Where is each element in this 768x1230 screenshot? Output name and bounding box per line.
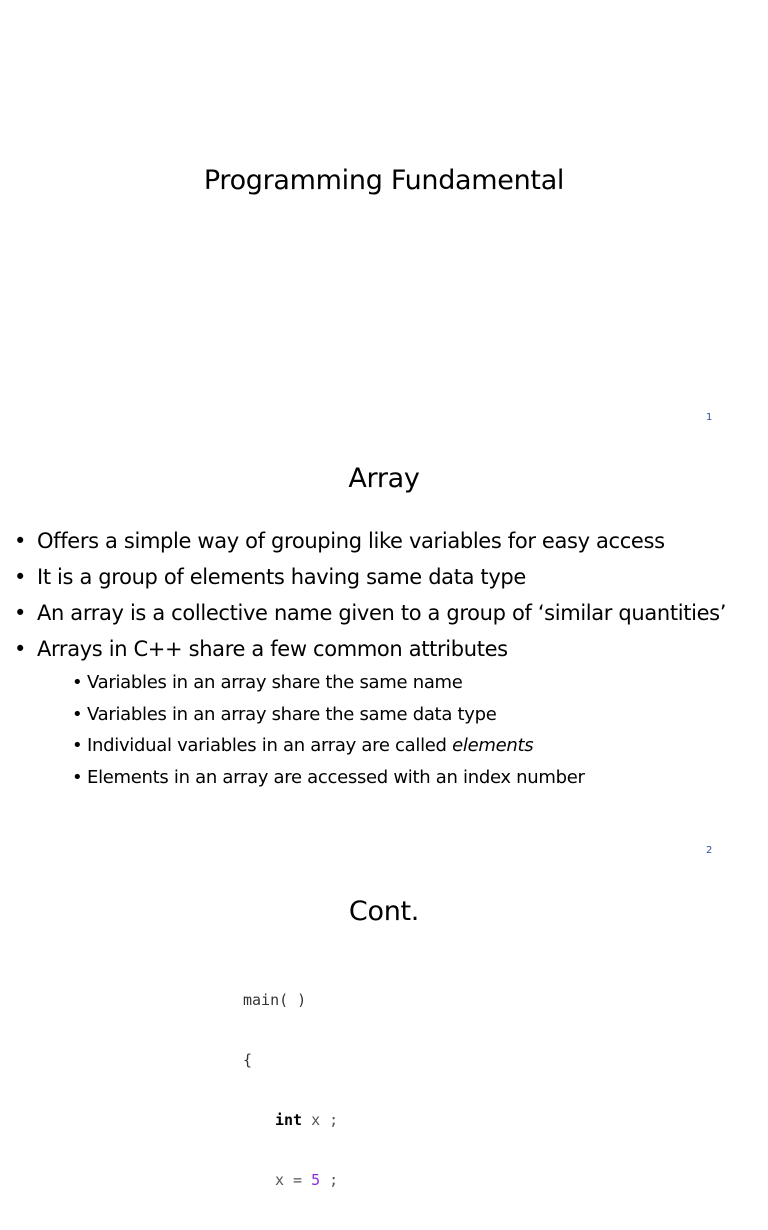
bullet-marker: •	[72, 672, 83, 693]
sub-bullet-text: Variables in an array share the same name	[87, 672, 463, 693]
code-line	[243, 1110, 338, 1130]
bullet-list	[14, 523, 726, 793]
code-line: {	[243, 1051, 253, 1069]
slide-3	[0, 866, 768, 1189]
bullet-marker: •	[14, 529, 27, 553]
sub-bullet-item	[14, 667, 726, 699]
code-text: x =	[275, 1171, 312, 1189]
sub-bullet-text: Variables in an array share the same data type	[87, 703, 497, 725]
bullet-text: Arrays in C++ share a few common attributes	[37, 637, 508, 661]
bullet-marker: •	[72, 766, 83, 788]
sub-bullet-item	[14, 762, 726, 794]
code-keyword: int	[275, 1111, 303, 1129]
emphasis-text: elements	[452, 735, 534, 756]
bullet-item	[14, 595, 726, 631]
sub-bullet-group	[14, 667, 726, 793]
code-text: ;	[320, 1171, 339, 1189]
slide-title: Programming Fundamental	[203, 165, 565, 196]
sub-bullet-text: Elements in an array are accessed with an index number	[87, 766, 585, 788]
bullet-marker: •	[14, 637, 27, 661]
bullet-item	[14, 559, 726, 595]
bullet-marker: •	[72, 735, 83, 756]
bullet-text: An array is a collective name given to a group of ‘similar quantities’	[37, 601, 727, 625]
slide-1	[0, 0, 768, 433]
slide-2	[0, 433, 768, 866]
sub-bullet-list	[14, 667, 726, 793]
code-number: 5	[311, 1171, 321, 1189]
code-line	[243, 1170, 338, 1190]
slide-number: 1	[706, 412, 713, 423]
slide-title: Cont.	[348, 896, 420, 927]
code-text: x ;	[302, 1111, 339, 1129]
bullet-marker: •	[14, 601, 27, 625]
bullet-marker: •	[14, 565, 27, 589]
bullet-marker: •	[72, 703, 83, 725]
code-line: main( )	[243, 991, 307, 1009]
slide-title: Array	[348, 463, 420, 494]
code-block	[243, 950, 338, 1230]
bullet-text: Offers a simple way of grouping like variables for easy access	[37, 529, 665, 553]
sub-bullet-text: Individual variables in an array are called	[87, 735, 453, 756]
bullet-text: It is a group of elements having same data type	[37, 565, 526, 589]
sub-bullet-item	[14, 699, 726, 731]
sub-bullet-item	[14, 730, 726, 762]
bullet-item	[14, 523, 726, 559]
slide-number: 2	[706, 845, 713, 856]
bullet-item	[14, 631, 726, 667]
